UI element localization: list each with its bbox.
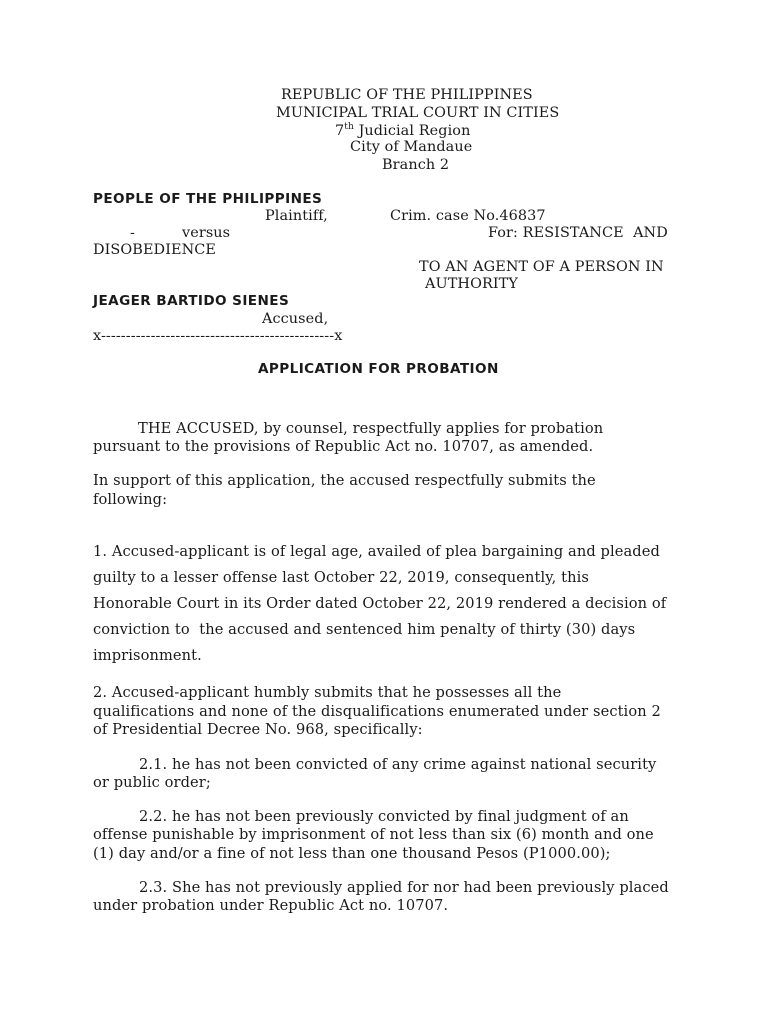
item-2-line: 2. Accused-applicant humbly submits that he possesses all the (93, 684, 562, 701)
plaintiff-label: Plaintiff, (265, 208, 328, 224)
paragraph-1-line: THE ACCUSED, by counsel, respectfully applies for probation (138, 420, 604, 437)
paragraph-2-line: following: (93, 491, 168, 508)
region-number: 7 (335, 123, 345, 139)
offense-line-1: DISOBEDIENCE (93, 242, 216, 258)
item-2-3-line: under probation under Republic Act no. 10707. (93, 897, 449, 914)
header-branch: Branch 2 (382, 157, 450, 173)
item-1-line: guilty to a lesser offense last October 22, 2019, consequently, this (93, 569, 589, 586)
caption-dash: - (130, 225, 135, 241)
header-republic: REPUBLIC OF THE PHILIPPINES (281, 87, 533, 103)
item-2-3-line: 2.3. She has not previously applied for nor had been previously placed (139, 879, 669, 896)
accused-name: JEAGER BARTIDO SIENES (93, 293, 290, 309)
item-2-2-line: 2.2. he has not been previously convicted by final judgment of an (139, 808, 629, 825)
region-superscript: th (344, 122, 354, 132)
offense-for-label: For: RESISTANCE AND (488, 225, 668, 241)
paragraph-2-line: In support of this application, the accused respectfully submits the (93, 472, 596, 489)
paragraph-1-line: pursuant to the provisions of Republic Act no. 10707, as amended. (93, 438, 594, 455)
region-text: Judicial Region (353, 123, 471, 139)
item-1-line: conviction to the accused and sentenced him penalty of thirty (30) days (93, 621, 636, 638)
item-2-1-line: 2.1. he has not been convicted of any crime against national security (139, 756, 657, 773)
item-2-2-line: offense punishable by imprisonment of not less than six (6) month and one (93, 826, 654, 843)
accused-label: Accused, (262, 311, 329, 327)
item-2-2-line: (1) day and/or a fine of not less than one thousand Pesos (P1000.00); (93, 845, 611, 862)
item-2-line: of Presidential Decree No. 968, specifically: (93, 721, 423, 738)
header-region (335, 123, 470, 138)
document-title: APPLICATION FOR PROBATION (258, 361, 499, 377)
item-2-1-line: or public order; (93, 774, 211, 791)
offense-line-3: AUTHORITY (425, 276, 518, 292)
caption-separator: x-----------------------------------------------x (93, 328, 343, 344)
item-2-line: qualifications and none of the disqualifications enumerated under section 2 (93, 703, 661, 720)
caption-versus: versus (182, 225, 231, 241)
header-court: MUNICIPAL TRIAL COURT IN CITIES (276, 105, 560, 121)
offense-line-2: TO AN AGENT OF A PERSON IN (419, 259, 664, 275)
plaintiff-name: PEOPLE OF THE PHILIPPINES (93, 191, 323, 207)
header-city: City of Mandaue (350, 139, 473, 155)
case-number: Crim. case No.46837 (390, 208, 546, 224)
item-1-line: imprisonment. (93, 647, 202, 664)
item-1-line: Honorable Court in its Order dated October 22, 2019 rendered a decision of (93, 595, 667, 612)
item-1-line: 1. Accused-applicant is of legal age, availed of plea bargaining and pleaded (93, 543, 660, 560)
